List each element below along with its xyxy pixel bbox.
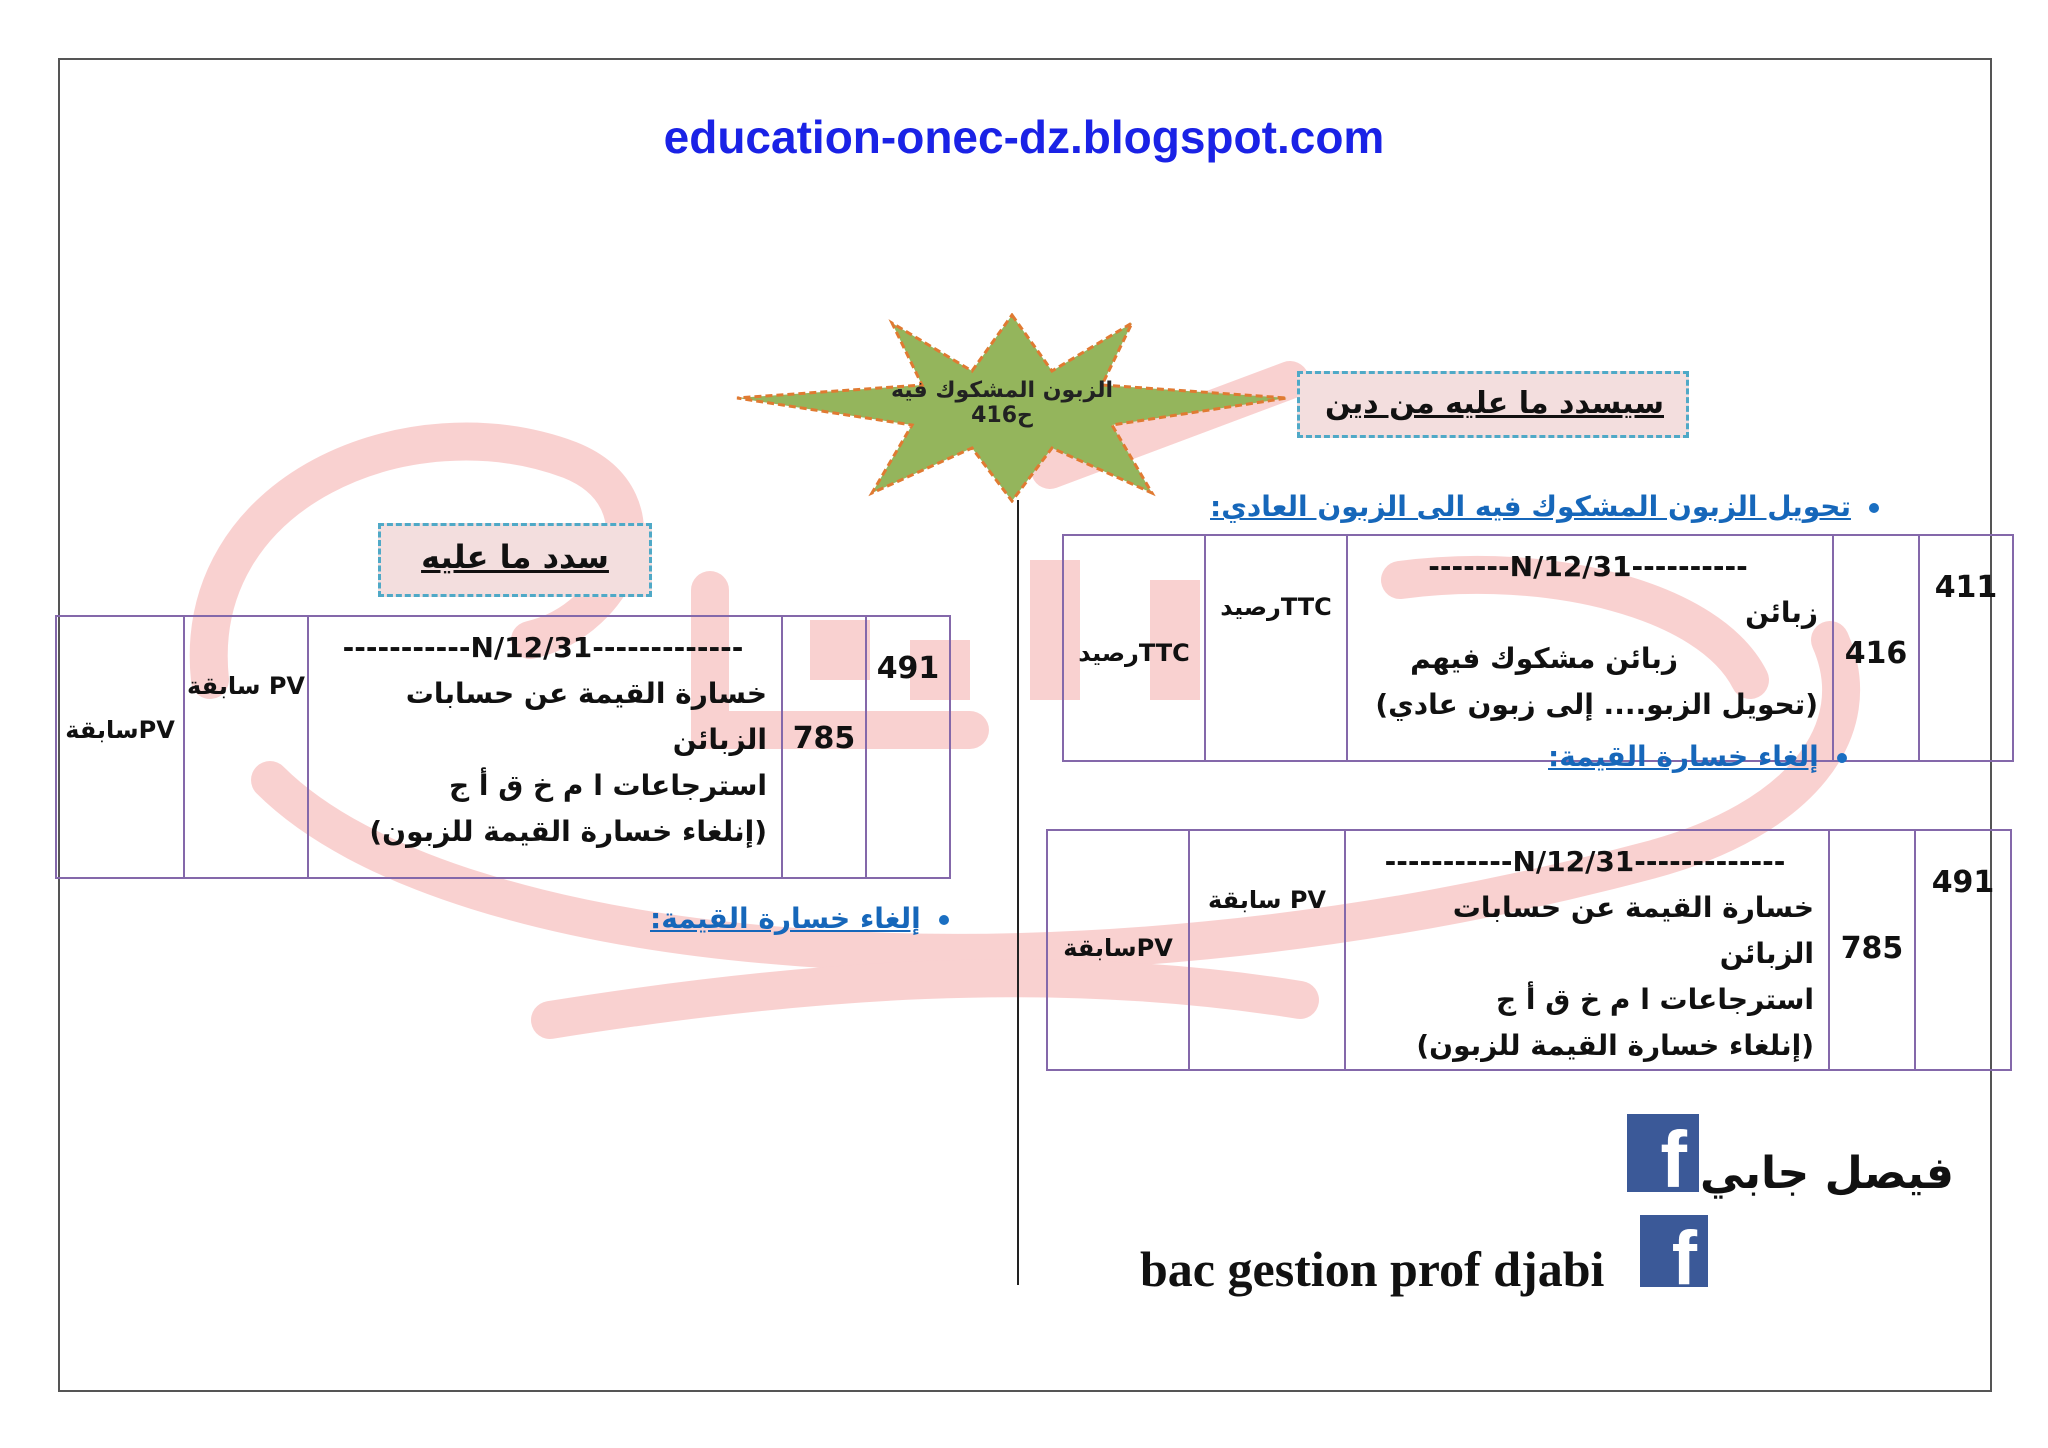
facebook-icon[interactable]: f	[1627, 1114, 1699, 1192]
bullet-dot	[1837, 753, 1847, 763]
column-divider	[1017, 500, 1019, 1285]
entry-description	[1347, 535, 1833, 761]
credit-label: زبائن مشكوك فيهم	[1410, 642, 1678, 675]
debit-account: 491	[866, 616, 950, 878]
entry-date: -------------N/12/31-----------	[342, 631, 744, 664]
debit-amount: PV سابقة	[1189, 830, 1345, 1070]
bullet-dot	[939, 915, 949, 925]
entry-description	[1345, 830, 1829, 1070]
credit-amount: TTCرصيد	[1063, 535, 1205, 761]
site-url[interactable]: education-onec-dz.blogspot.com	[663, 111, 1385, 163]
debit-label: زبائن	[1745, 596, 1818, 629]
debit-account: 411	[1919, 535, 2013, 761]
journal-entry-cancel-left	[55, 615, 951, 879]
credit-label: استرجاعات ا م خ ق أ ج	[448, 769, 767, 802]
debit-label: خسارة القيمة عن حسابات الزبائن	[405, 677, 767, 756]
bullet-dot	[1869, 503, 1879, 513]
bullet-transfer-customer	[1210, 490, 1879, 523]
journal-entry-transfer	[1062, 534, 2014, 762]
bullet-text: إلغاء خسارة القيمة:	[650, 902, 921, 935]
callout-paid: سدد ما عليه	[378, 523, 652, 597]
entry-date: -------------N/12/31-----------	[1384, 845, 1786, 878]
credit-amount: PVسابقة	[1047, 830, 1189, 1070]
credit-amount: PVسابقة	[56, 616, 184, 878]
debit-amount: PV سابقة	[184, 616, 308, 878]
credit-account: 785	[1829, 830, 1915, 1070]
star-label: الزبون المشكوك فيه ح416	[890, 378, 1114, 428]
entry-note: (تحويل الزبو.... إلى زبون عادي)	[1375, 688, 1818, 721]
entry-date: ----------N/12/31-------	[1428, 550, 1748, 583]
credit-account: 785	[782, 616, 866, 878]
bullet-cancel-loss	[1548, 740, 1847, 773]
callout-will-pay: سيسدد ما عليه من دين	[1297, 371, 1689, 438]
entry-note: (إنلغاء خسارة القيمة للزبون)	[369, 815, 767, 848]
bullet-text: إلغاء خسارة القيمة:	[1548, 740, 1819, 773]
author-name-latin: bac gestion prof djabi	[1140, 1241, 1605, 1297]
facebook-icon[interactable]: f	[1640, 1215, 1708, 1287]
credit-label: استرجاعات ا م خ ق أ ج	[1495, 983, 1814, 1016]
author-name-arabic: فيصل جابي	[1700, 1148, 1954, 1199]
credit-account: 416	[1833, 535, 1919, 761]
bullet-cancel-loss-left	[650, 902, 949, 935]
debit-amount: TTCرصيد	[1205, 535, 1347, 761]
entry-note: (إنلغاء خسارة القيمة للزبون)	[1416, 1029, 1814, 1062]
bullet-text: تحويل الزبون المشكوك فيه الى الزبون العادي:	[1210, 490, 1851, 523]
journal-entry-cancel-right	[1046, 829, 2012, 1071]
debit-account: 491	[1915, 830, 2011, 1070]
entry-description	[308, 616, 782, 878]
debit-label: خسارة القيمة عن حسابات الزبائن	[1452, 891, 1814, 970]
